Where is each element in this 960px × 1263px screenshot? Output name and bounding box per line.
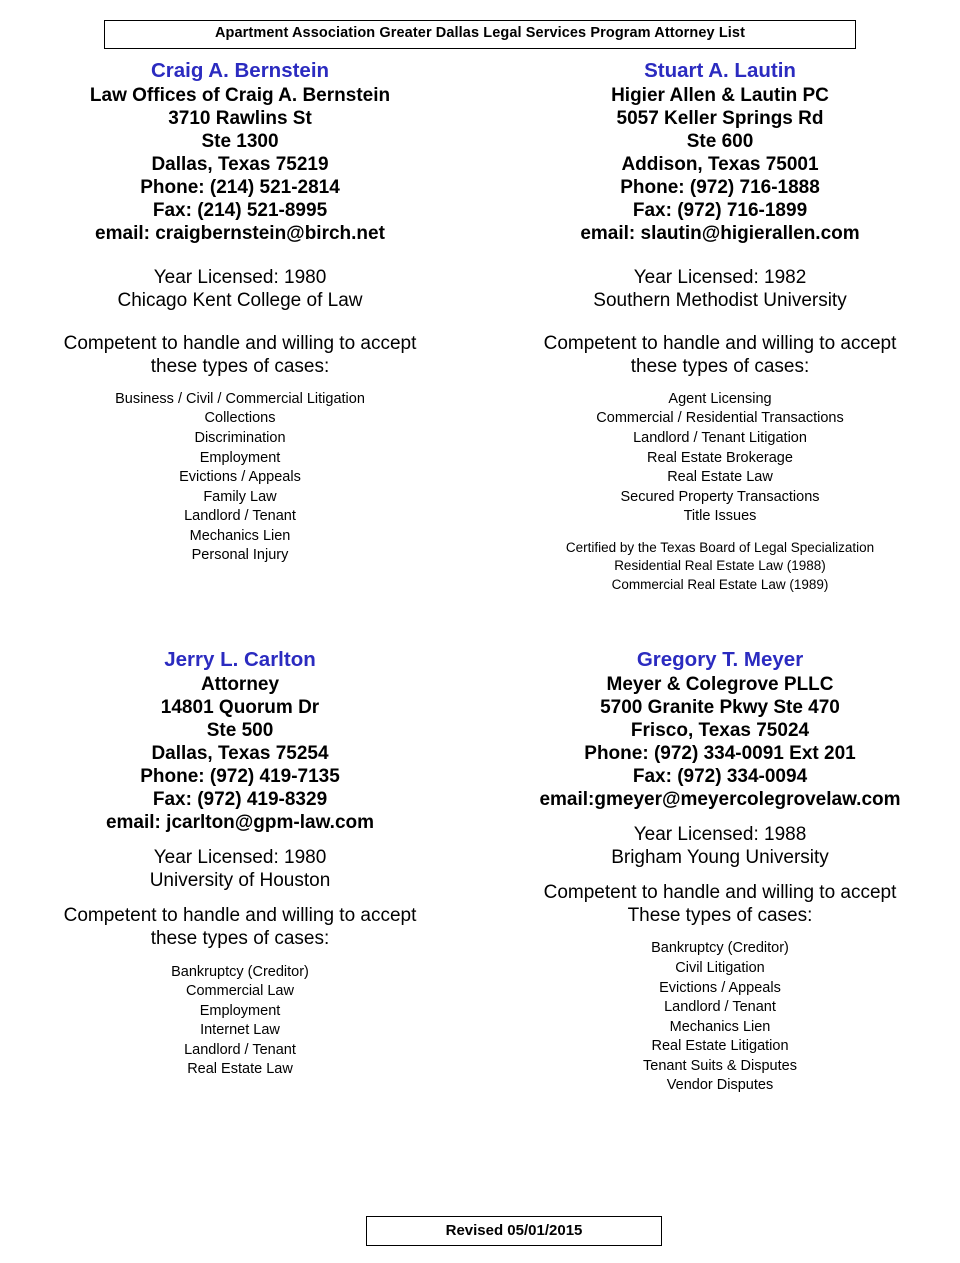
certification-line: Certified by the Texas Board of Legal Specialization — [565, 539, 875, 555]
competent-heading-line2: these types of cases: — [150, 928, 330, 950]
spacer — [492, 527, 948, 539]
competent-heading-line1: Competent to handle and willing to accept — [63, 905, 417, 927]
attorney-firm: Law Offices of Craig A. Bernstein — [89, 85, 391, 106]
competent-heading-line2: these types of cases: — [630, 355, 810, 377]
attorney-address-line1: 3710 Rawlins St — [168, 108, 312, 130]
case-type-item: Real Estate Law — [667, 469, 773, 486]
attorney-fax: Fax: (214) 521-8995 — [152, 200, 328, 222]
attorney-name: Stuart A. Lautin — [644, 59, 796, 82]
case-type-item: Landlord / Tenant — [184, 1041, 296, 1058]
case-type-item: Real Estate Litigation — [651, 1038, 789, 1055]
spacer — [12, 951, 468, 963]
case-type-item: Landlord / Tenant — [184, 508, 296, 525]
case-type-item: Secured Property Transactions — [620, 488, 820, 505]
competent-heading-line2: these types of cases: — [150, 355, 330, 377]
attorney-city-state-zip: Frisco, Texas 75024 — [630, 719, 810, 741]
attorney-year-licensed: Year Licensed: 1982 — [633, 266, 807, 288]
case-type-item: Bankruptcy (Creditor) — [171, 963, 309, 980]
attorney-row — [0, 647, 960, 1096]
spacer — [492, 927, 948, 939]
attorney-phone: Phone: (972) 716-1888 — [620, 177, 820, 199]
attorney-year-licensed: Year Licensed: 1980 — [153, 266, 327, 288]
competent-heading-line1: Competent to handle and willing to accept — [543, 332, 897, 354]
case-type-item: Mechanics Lien — [189, 527, 291, 544]
attorney-entry-lautin — [480, 58, 960, 595]
attorney-address-line2: Ste 500 — [206, 719, 274, 741]
case-type-item: Discrimination — [194, 429, 286, 446]
attorney-address-line1: 14801 Quorum Dr — [160, 696, 320, 718]
case-type-item: Landlord / Tenant Litigation — [633, 429, 807, 446]
competent-heading-line1: Competent to handle and willing to accept — [543, 882, 897, 904]
case-types-list — [492, 390, 948, 527]
attorney-address-line2: Ste 600 — [686, 131, 754, 153]
spacer — [492, 811, 948, 823]
case-types-list — [492, 939, 948, 1096]
attorney-name: Gregory T. Meyer — [636, 647, 804, 671]
case-type-item: Evictions / Appeals — [179, 469, 301, 486]
case-type-item: Title Issues — [683, 508, 757, 525]
case-type-item: Landlord / Tenant — [664, 999, 776, 1016]
attorney-entry-meyer — [480, 647, 960, 1096]
attorney-listing-grid — [0, 58, 960, 1096]
attorney-email[interactable]: email: slautin@higierallen.com — [580, 223, 860, 245]
case-type-item: Employment — [199, 449, 281, 466]
document-header-banner — [104, 20, 856, 49]
case-type-item: Collections — [204, 410, 276, 427]
attorney-address-line1: 5700 Granite Pkwy Ste 470 — [600, 696, 840, 718]
page-title: Apartment Association Greater Dallas Legal Services Program Attorney List — [214, 25, 745, 41]
spacer — [12, 378, 468, 390]
case-type-item: Personal Injury — [191, 547, 289, 564]
case-type-item: Mechanics Lien — [669, 1018, 771, 1035]
spacer — [12, 246, 468, 266]
attorney-city-state-zip: Dallas, Texas 75219 — [151, 154, 329, 176]
attorney-fax: Fax: (972) 419-8329 — [152, 789, 328, 811]
case-type-item: Real Estate Law — [187, 1061, 293, 1078]
case-type-item: Bankruptcy (Creditor) — [651, 940, 789, 957]
case-type-item: Commercial / Residential Transactions — [596, 410, 844, 427]
attorney-entry-bernstein — [0, 58, 480, 595]
attorney-phone: Phone: (214) 521-2814 — [140, 177, 340, 199]
attorney-address-line1: 5057 Keller Springs Rd — [616, 108, 824, 130]
case-type-item: Agent Licensing — [668, 390, 772, 407]
attorney-firm: Meyer & Colegrove PLLC — [606, 673, 834, 695]
attorney-phone: Phone: (972) 334-0091 Ext 201 — [584, 742, 856, 764]
attorney-email[interactable]: email: jcarlton@gpm-law.com — [105, 812, 375, 834]
attorney-city-state-zip: Addison, Texas 75001 — [621, 154, 819, 176]
case-type-item: Vendor Disputes — [666, 1077, 774, 1094]
attorney-entry-carlton — [0, 647, 480, 1096]
attorney-year-licensed: Year Licensed: 1980 — [153, 847, 327, 869]
case-type-item: Internet Law — [200, 1022, 280, 1039]
attorney-city-state-zip: Dallas, Texas 75254 — [151, 742, 329, 764]
attorney-firm: Attorney — [200, 673, 280, 695]
attorney-address-line2: Ste 1300 — [201, 131, 279, 153]
spacer — [12, 312, 468, 332]
revision-date: Revised 05/01/2015 — [445, 1222, 583, 1239]
attorney-fax: Fax: (972) 334-0094 — [632, 765, 808, 787]
attorney-fax: Fax: (972) 716-1899 — [632, 200, 808, 222]
attorney-email[interactable]: email: craigbernstein@birch.net — [95, 223, 385, 245]
spacer — [492, 869, 948, 881]
attorney-firm: Higier Allen & Lautin PC — [611, 85, 829, 106]
case-type-item: Employment — [199, 1002, 281, 1019]
attorney-name: Craig A. Bernstein — [150, 59, 330, 82]
case-types-list — [12, 963, 468, 1080]
case-types-list — [12, 390, 468, 566]
attorney-name: Jerry L. Carlton — [164, 647, 316, 671]
attorney-law-school: Chicago Kent College of Law — [117, 289, 363, 311]
case-type-item: Evictions / Appeals — [659, 979, 781, 996]
case-type-item: Family Law — [203, 488, 277, 505]
case-type-item: Tenant Suits & Disputes — [643, 1057, 797, 1074]
document-footer-banner — [366, 1216, 662, 1246]
attorney-row — [0, 58, 960, 595]
case-type-item: Business / Civil / Commercial Litigation — [115, 390, 365, 407]
spacer — [492, 378, 948, 390]
certification-line: Commercial Real Estate Law (1989) — [611, 577, 829, 593]
spacer — [492, 312, 948, 332]
attorney-phone: Phone: (972) 419-7135 — [140, 765, 340, 787]
case-type-item: Real Estate Brokerage — [647, 449, 793, 466]
attorney-law-school: Brigham Young University — [611, 847, 829, 869]
competent-heading-line2: These types of cases: — [627, 905, 813, 927]
attorney-year-licensed: Year Licensed: 1988 — [633, 824, 807, 846]
attorney-law-school: Southern Methodist University — [593, 289, 847, 311]
spacer — [12, 892, 468, 904]
spacer — [492, 246, 948, 266]
spacer — [12, 834, 468, 846]
case-type-item: Civil Litigation — [675, 960, 765, 977]
attorney-email[interactable]: email:gmeyer@meyercolegrovelaw.com — [539, 789, 901, 811]
certification-line: Residential Real Estate Law (1988) — [614, 558, 826, 574]
attorney-law-school: University of Houston — [149, 870, 331, 892]
competent-heading-line1: Competent to handle and willing to accept — [63, 332, 417, 354]
case-type-item: Commercial Law — [186, 983, 294, 1000]
certification-block — [492, 539, 948, 595]
row-spacer — [0, 595, 960, 647]
